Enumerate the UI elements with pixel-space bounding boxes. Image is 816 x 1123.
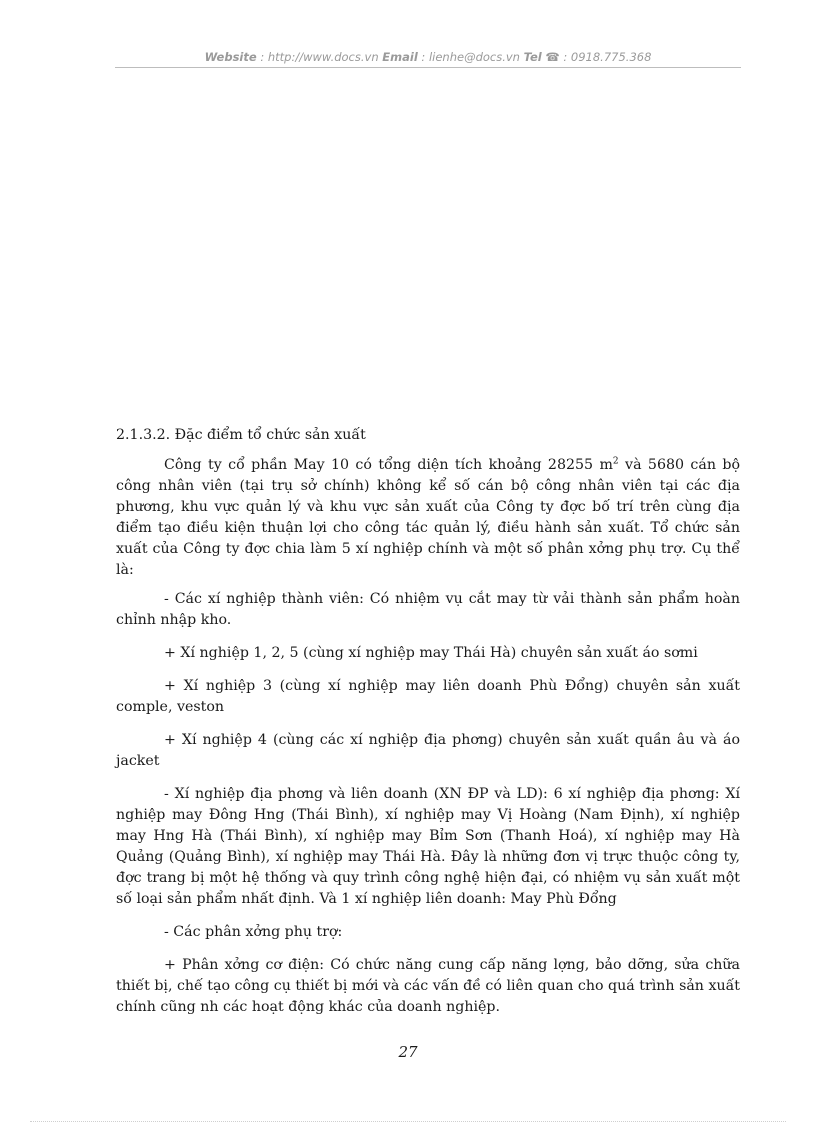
paragraph-intro-a: Công ty cổ phần May 10 có tổng diện tích khoảng 28255 m: [164, 457, 613, 473]
paragraph-member-factories: - Các xí nghiệp thành viên: Có nhiệm vụ cắt may từ vải thành sản phẩm hoàn chỉnh nhập kho.: [116, 591, 740, 628]
superscript: 2: [612, 456, 619, 467]
document-body: [116, 425, 740, 1018]
email-value[interactable]: : lienhe@docs.vn: [421, 50, 520, 64]
paragraph-factory-125: + Xí nghiệp 1, 2, 5 (cùng xí nghiệp may Thái Hà) chuyên sản xuất áo sơmi: [164, 645, 698, 661]
tel-label: Tel: [523, 50, 542, 64]
paragraph-intro-b: và 5680 cán bộ công nhân viên (tại trụ sở chính) không kể số cán bộ công nhân viên tại các địa phương, khu vực quản lý và khu vực sản xuất của Công ty đợc bố trí trên cùng địa điểm tạo điều kiện thuận lợi cho công tác quản lý, điều hành sản xuất. Tổ chức sản xuất của Công ty đợc chia làm 5 xí nghiệp chính và một số phân xởng phụ trợ. Cụ thể là:: [116, 457, 740, 578]
tel-value: : 0918.775.368: [563, 50, 652, 64]
website-label: Website: [204, 50, 257, 64]
email-label: Email: [382, 50, 418, 64]
paragraph-auxiliary: - Các phân xởng phụ trợ:: [164, 924, 343, 940]
paragraph-intro: [116, 455, 740, 581]
website-value[interactable]: : http://www.docs.vn: [260, 50, 379, 64]
paragraph-factory-4: + Xí nghiệp 4 (cùng các xí nghiệp địa phơng) chuyên sản xuất quần âu và áo jacket: [116, 732, 740, 769]
footer-divider: [30, 1121, 786, 1122]
section-heading: 2.1.3.2. Đặc điểm tổ chức sản xuất: [116, 427, 366, 443]
page-header: [115, 50, 741, 64]
header-divider: [115, 67, 741, 68]
phone-icon: ☎: [545, 50, 560, 64]
paragraph-local-factories: - Xí nghiệp địa phơng và liên doanh (XN ĐP và LD): 6 xí nghiệp địa phơng: Xí nghiệp may Đông Hng (Thái Bình), xí nghiệp may Vị Hoàng (Nam Định), xí nghiệp may Hng Hà (Thái Bình), xí nghiệp may Bỉm Sơn (Thanh Hoá), xí nghiệp may Hà Quảng (Quảng Bình), xí nghiệp may Thái Hà. Đây là những đơn vị trực thuộc công ty, đợc trang bị một hệ thống và quy trình công nghệ hiện đại, có nhiệm vụ sản xuất một số loại sản phẩm nhất định. Và 1 xí nghiệp liên doanh: May Phù Đổng: [116, 786, 740, 907]
page-number: 27: [398, 1043, 418, 1061]
paragraph-mechanical-workshop: + Phân xởng cơ điện: Có chức năng cung cấp năng lợng, bảo dỡng, sửa chữa thiết bị, chế tạo công cụ thiết bị mới và các vấn đề có liên quan cho quá trình sản xuất chính cũng nh các hoạt động khác của doanh nghiệp.: [116, 957, 740, 1015]
paragraph-factory-3: + Xí nghiệp 3 (cùng xí nghiệp may liên doanh Phù Đổng) chuyên sản xuất comple, veston: [116, 678, 740, 715]
